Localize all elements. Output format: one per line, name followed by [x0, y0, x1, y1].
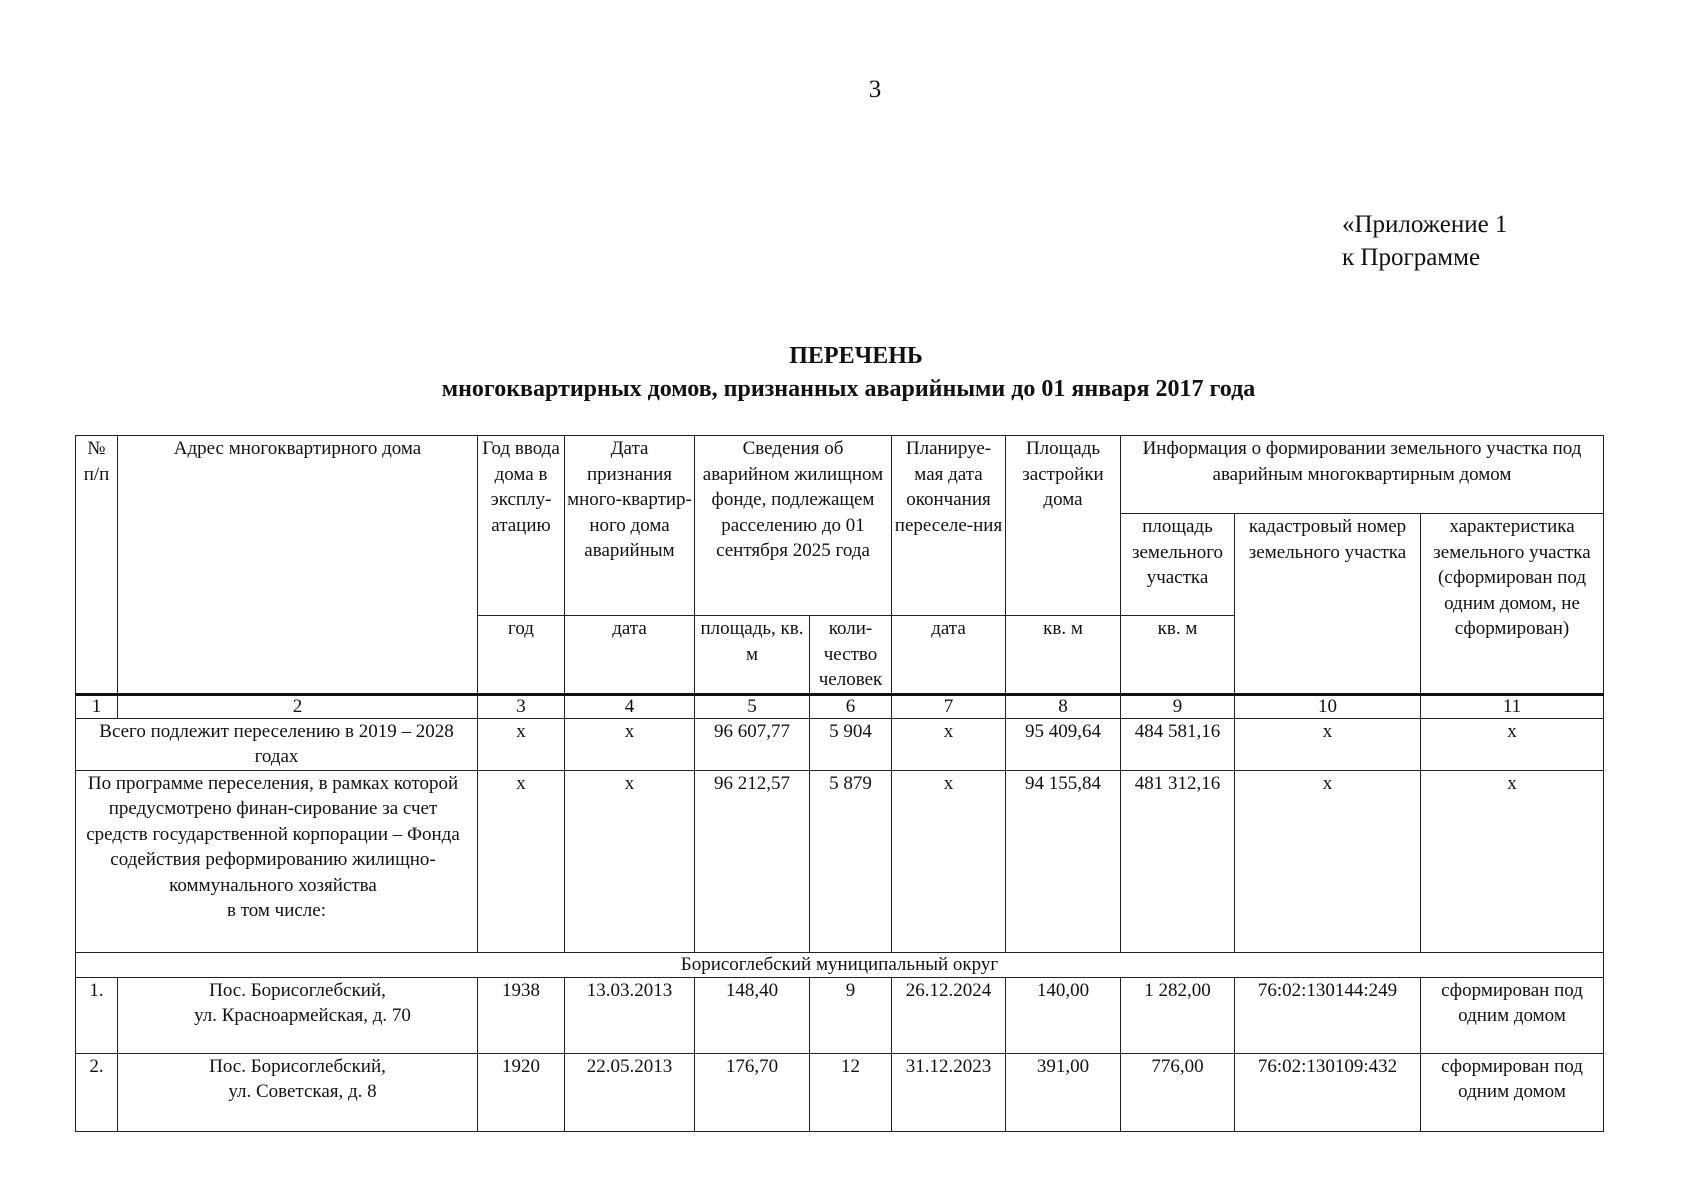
row-planned: 31.12.2023: [892, 1053, 1006, 1131]
row-number: 2.: [76, 1053, 118, 1131]
housing-table: [75, 435, 1604, 1132]
header-year: Год ввода дома в эксплу-атацию: [478, 436, 565, 616]
title-line-2: многоквартирных домов, признанных аварийными до 01 января 2017 года: [441, 376, 1256, 402]
header-unit-people: коли-чество человек: [810, 616, 892, 695]
row-date: 13.03.2013: [565, 977, 695, 1053]
row-area: 176,70: [695, 1053, 810, 1131]
header-address: Адрес многоквартирного дома: [118, 436, 478, 695]
row-cadastral: 76:02:130109:432: [1235, 1053, 1421, 1131]
column-number: 6: [810, 694, 892, 718]
total-date: х: [565, 718, 695, 770]
column-number: 5: [695, 694, 810, 718]
header-unit-date: дата: [565, 616, 695, 695]
total-year: х: [478, 718, 565, 770]
column-number: 1: [76, 694, 118, 718]
row-year: 1920: [478, 1053, 565, 1131]
program-land-area: 481 312,16: [1121, 770, 1235, 952]
row-number: 1.: [76, 977, 118, 1053]
header-land-info: Информация о формировании земельного участка под аварийным многоквартирным домом: [1121, 436, 1604, 514]
row-address: [118, 977, 478, 1053]
row-address: [118, 1053, 478, 1131]
appendix-note: [1342, 208, 1507, 274]
column-number: 2: [118, 694, 478, 718]
section-row: [76, 952, 1604, 977]
title-line-1: ПЕРЕЧЕНЬ: [789, 343, 923, 369]
total-people: 5 904: [810, 718, 892, 770]
column-numbers-row: [76, 694, 1604, 718]
total-planned: х: [892, 718, 1006, 770]
total-building-area: 95 409,64: [1006, 718, 1121, 770]
header-building-area: Площадь застройки дома: [1006, 436, 1121, 616]
program-char: х: [1421, 770, 1604, 952]
header-fund-info: Сведения об аварийном жилищном фонде, подлежащем расселению до 01 сентября 2025 года: [695, 436, 892, 616]
header-cadastral: кадастровый номер земельного участка: [1235, 514, 1421, 695]
header-unit-date-2: дата: [892, 616, 1006, 695]
header-unit-sqm: кв. м: [1006, 616, 1121, 695]
program-year: х: [478, 770, 565, 952]
header-land-char: характеристика земельного участка (сформирован под одним домом, не сформирован): [1421, 514, 1604, 695]
program-area: 96 212,57: [695, 770, 810, 952]
program-row: [76, 770, 1604, 952]
header-num: № п/п: [76, 436, 118, 695]
document-title: [0, 340, 1697, 406]
column-number: 9: [1121, 694, 1235, 718]
header-planned-date: Планируе-мая дата окончания переселе-ния: [892, 436, 1006, 616]
header-unit-year: год: [478, 616, 565, 695]
row-people: 9: [810, 977, 892, 1053]
row-planned: 26.12.2024: [892, 977, 1006, 1053]
program-people: 5 879: [810, 770, 892, 952]
row-people: 12: [810, 1053, 892, 1131]
appendix-line-2: к Программе: [1342, 244, 1481, 271]
program-planned: х: [892, 770, 1006, 952]
appendix-line-1: «Приложение 1: [1342, 211, 1508, 238]
total-char: х: [1421, 718, 1604, 770]
header-land-area: площадь земельного участка: [1121, 514, 1235, 616]
program-building-area: 94 155,84: [1006, 770, 1121, 952]
program-date: х: [565, 770, 695, 952]
header-unit-sqm-2: кв. м: [1121, 616, 1235, 695]
section-title: Борисоглебский муниципальный округ: [76, 952, 1604, 977]
header-unit-area: площадь, кв. м: [695, 616, 810, 695]
column-number: 7: [892, 694, 1006, 718]
row-char: сформирован под одним домом: [1421, 1053, 1604, 1131]
header-date-recognized: Дата признания много-квартир-ного дома аварийным: [565, 436, 695, 616]
column-number: 8: [1006, 694, 1121, 718]
row-char: сформирован под одним домом: [1421, 977, 1604, 1053]
page-number: 3: [868, 76, 882, 103]
program-label: По программе переселения, в рамках которой предусмотрено финан-сирование за счет средств государственной корпорации – Фонда содействия реформированию жилищно-коммунального хозяйства: [86, 772, 460, 896]
address-line-1: Пос. Борисоглебский,: [209, 979, 386, 1001]
total-cadastral: х: [1235, 718, 1421, 770]
row-cadastral: 76:02:130144:249: [1235, 977, 1421, 1053]
total-row: [76, 718, 1604, 770]
program-label-tail: в том числе:: [226, 900, 327, 921]
column-number: 3: [478, 694, 565, 718]
column-number: 4: [565, 694, 695, 718]
address-line-1: Пос. Борисоглебский,: [209, 1055, 386, 1077]
total-label: Всего подлежит переселению в 2019 – 2028 годах: [76, 718, 478, 770]
row-date: 22.05.2013: [565, 1053, 695, 1131]
row-building-area: 140,00: [1006, 977, 1121, 1053]
address-line-2: ул. Красноармейская, д. 70: [194, 1005, 411, 1026]
program-label-cell: [76, 770, 478, 952]
program-cadastral: х: [1235, 770, 1421, 952]
total-area: 96 607,77: [695, 718, 810, 770]
table-row: [76, 977, 1604, 1053]
row-year: 1938: [478, 977, 565, 1053]
row-land-area: 1 282,00: [1121, 977, 1235, 1053]
row-building-area: 391,00: [1006, 1053, 1121, 1131]
row-land-area: 776,00: [1121, 1053, 1235, 1131]
table-row: [76, 1053, 1604, 1131]
row-area: 148,40: [695, 977, 810, 1053]
column-number: 10: [1235, 694, 1421, 718]
column-number: 11: [1421, 694, 1604, 718]
total-land-area: 484 581,16: [1121, 718, 1235, 770]
address-line-2: ул. Советская, д. 8: [228, 1081, 377, 1102]
